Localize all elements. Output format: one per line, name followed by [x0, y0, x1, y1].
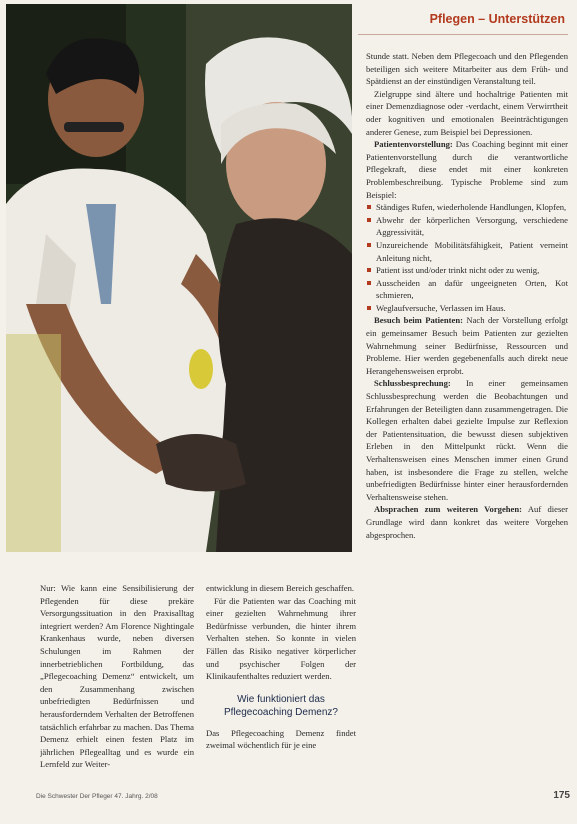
text-column-2	[206, 582, 356, 804]
paragraph-text: Nach der Vorstellung erfolgt ein gemeinsamer Besuch beim Patienten zur gezielten Wahrnehmung seiner Bedürfnisse, Ressourcen und Probleme. Hier werden gegebenenfalls auch direkt neue Herangehensweisen erprobt.	[366, 315, 568, 376]
run-in-label: Absprachen zum weiteren Vorgehen:	[374, 504, 523, 515]
paragraph: Stunde statt. Neben dem Pflegecoach und den Pflegenden beteiligen sich weitere Mitarbeiter aus dem Früh- und Spätdienst an der einstündigen Veranstaltung teil.	[366, 51, 568, 87]
run-in-label: Besuch beim Patienten:	[374, 315, 463, 326]
text-column-1	[40, 582, 194, 804]
run-in-label: Schlussbesprechung:	[374, 378, 451, 389]
paragraph: Nur: Wie kann eine Sensibilisierung der Pflegenden für diese prekäre Versorgungssituation in den Praxisalltag integriert werden? Am Florence Nightingale Krankenhaus wurde, neben diversen Schulungen im Rahmen der innerbetrieblichen Fortbildung, das „Pflegecoaching Demenz“ entwickelt, um den Zusammenhang zwischen unbefriedigten Bedürfnissen und herausforderndem Verhalten der Betroffenen tatsächlich erfahrbar zu machen. Das Thema Demenz erhielt einen festen Platz im jährlichen Pflegealltag und es wurde ein Lernfeld zur Weiter-	[40, 583, 194, 770]
running-header: Pflegen – Unterstützen	[429, 12, 565, 26]
paragraph-text: Das Coaching beginnt mit einer Patientenvorstellung durch die verantwortliche Pflegekraft, diese endet mit einer konkreten Problembeschreibung. Typische Probleme sind zum Beispiel:	[366, 139, 568, 200]
list-item: Ausscheiden an dafür ungeeigneten Orten, Kot schmieren,	[366, 277, 568, 302]
paragraph	[366, 503, 568, 541]
paragraph	[366, 138, 568, 201]
list-item: Patient isst und/oder trinkt nicht oder zu wenig,	[366, 264, 568, 277]
article-photo	[6, 4, 352, 552]
problem-list	[366, 201, 568, 314]
header-rule	[358, 34, 568, 35]
section-heading: Wie funktioniert das Pflegecoaching Demenz?	[224, 693, 338, 718]
paragraph: Zielgruppe sind ältere und hochaltrige Patienten mit einer Demenzdiagnose oder -verdacht, einem Verwirrtheit oder kognitiven und emotionalen Beeinträchtigungen anderer Genese, zum Beispiel bei Depressionen.	[366, 88, 568, 137]
list-item: Unzureichende Mobilitätsfähigkeit, Patient verneint Anleitung nicht,	[366, 239, 568, 264]
journal-footer: Die Schwester Der Pfleger 47. Jahrg. 2/08	[36, 793, 158, 800]
paragraph-text: In einer gemeinsamen Schlussbesprechung werden die Beobachtungen und Erfahrungen der Beteiligten dann zusammengetragen. Die Kollegen erhalten dabei gezielte Impulse zur Reflexion der Patientensituation, die bewusst diesen subjektiven Erleben in den Mittelpunkt rückt. Wenn die Verhaltensweisen eines Menschen immer einen Grund haben, ist insbesondere die Frage zu stellen, welche unbefriedigten Bedürfnisse hinter einer herausfordernden Verhaltensweise stehen.	[366, 378, 568, 502]
paragraph: Für die Patienten war das Coaching mit einer gezielten Wahrnehmung ihrer Bedürfnisse verbunden, die hinter ihrem Verhalten stehen. So konnte in vielen Fällen das Risiko negativer körperlicher und psychischer Folgen der Klinikaufenthaltes reduziert werden.	[206, 595, 356, 682]
paragraph	[366, 377, 568, 503]
photo-illustration	[6, 4, 352, 552]
paragraph: entwicklung in diesem Bereich geschaffen.	[206, 583, 355, 593]
list-item: Ständiges Rufen, wiederholende Handlungen, Klopfen,	[366, 201, 568, 214]
paragraph: Das Pflegecoaching Demenz findet zweimal wöchentlich für je eine	[206, 727, 356, 751]
page-number: 175	[553, 790, 570, 801]
list-item: Weglaufversuche, Verlassen im Haus.	[366, 302, 568, 315]
run-in-label: Patientenvorstellung:	[374, 139, 453, 150]
paragraph-text: Auf dieser Grundlage wird dann konkret das weitere Vorgehen abgesprochen.	[366, 504, 568, 540]
text-column-right	[366, 50, 568, 790]
list-item: Abwehr der körperlichen Versorgung, verschiedene Aggressivität,	[366, 214, 568, 239]
paragraph	[366, 314, 568, 377]
